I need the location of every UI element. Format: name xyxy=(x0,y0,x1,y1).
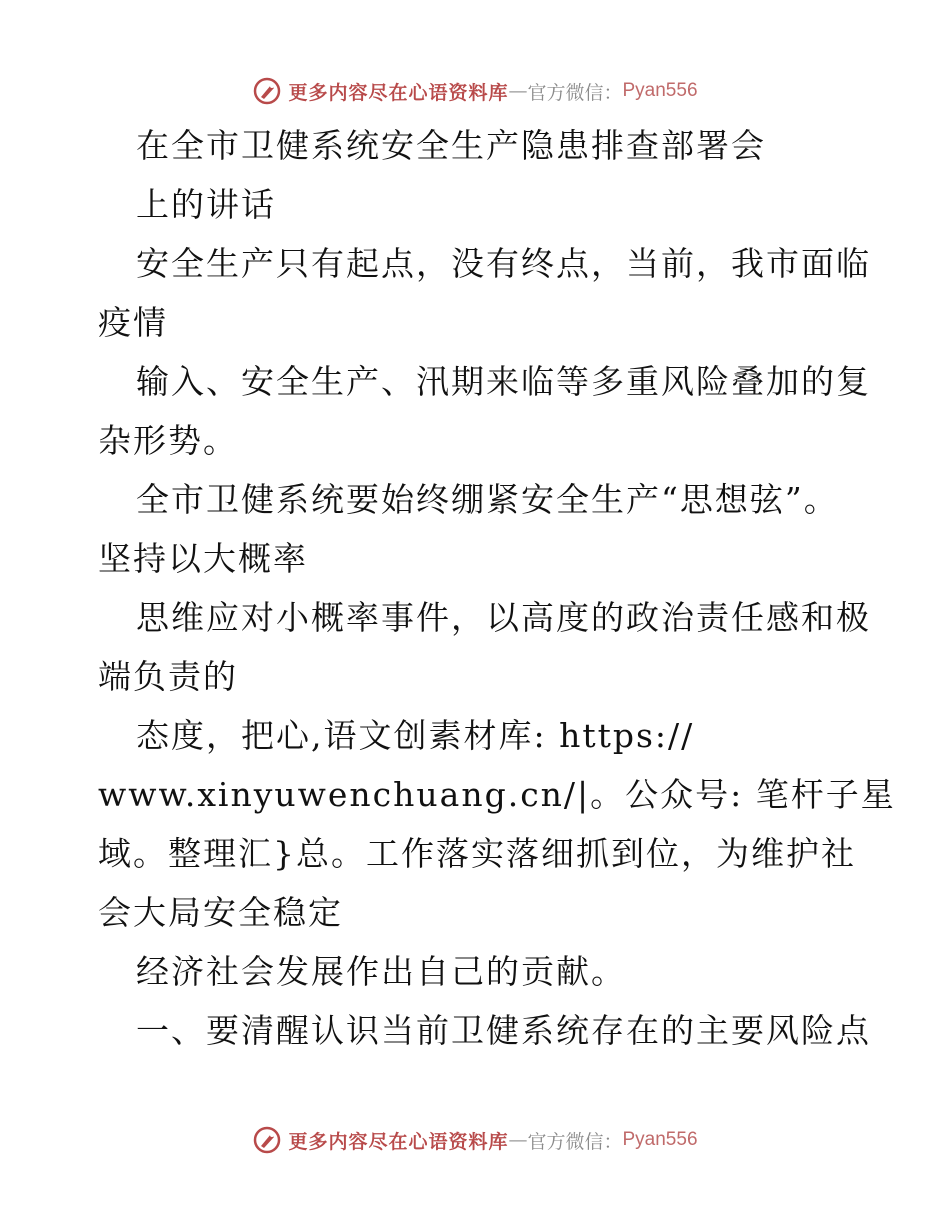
paragraph-line: 坚持以大概率 xyxy=(98,539,308,578)
title-line-2: 上的讲话 xyxy=(136,185,276,224)
paragraph-line: 杂形势。 xyxy=(98,421,238,460)
paragraph-line: 全市卫健系统要始终绷紧安全生产“思想弦”。 xyxy=(136,480,839,519)
section-heading: 一、要清醒认识当前卫健系统存在的主要风险点 xyxy=(136,1011,871,1050)
watermark-text: 更多内容尽在心语资料库 xyxy=(288,81,509,104)
paragraph-line: 端负责的 xyxy=(98,657,238,696)
watermark-wechat-label: 官方微信： xyxy=(527,1130,623,1153)
pen-nib-circle-icon xyxy=(252,76,282,106)
paragraph-line: 疫情 xyxy=(98,303,168,342)
title-line-1: 在全市卫健系统安全生产隐患排查部署会 xyxy=(136,126,766,165)
watermark-wechat-id: Pyan556 xyxy=(622,80,698,101)
header-watermark xyxy=(0,71,950,111)
footer-watermark xyxy=(0,1120,950,1160)
paragraph-line: 安全生产只有起点，没有终点，当前，我市面临 xyxy=(136,244,871,283)
paragraph-line: 域。整理汇}总。工作落实落细抓到位，为维护社 xyxy=(98,834,856,873)
paragraph-line: 思维应对小概率事件，以高度的政治责任感和极 xyxy=(136,598,871,637)
watermark-wechat-label: 官方微信： xyxy=(527,81,623,104)
pen-nib-circle-icon xyxy=(252,1125,282,1155)
watermark-wechat-id: Pyan556 xyxy=(622,1129,698,1150)
paragraph-line: www.xinyuwenchuang.cn/|。公众号: 笔杆子星 xyxy=(98,775,896,814)
paragraph-line: 输入、安全生产、汛期来临等多重风险叠加的复 xyxy=(136,362,871,401)
paragraph-line: 经济社会发展作出自己的贡献。 xyxy=(136,952,626,991)
paragraph-line: 态度，把心,语文创素材库: https:// xyxy=(136,716,695,755)
watermark-separator: — xyxy=(508,80,528,102)
watermark-text: 更多内容尽在心语资料库 xyxy=(288,1130,509,1153)
watermark-separator: — xyxy=(508,1129,528,1151)
paragraph-line: 会大局安全稳定 xyxy=(98,893,343,932)
